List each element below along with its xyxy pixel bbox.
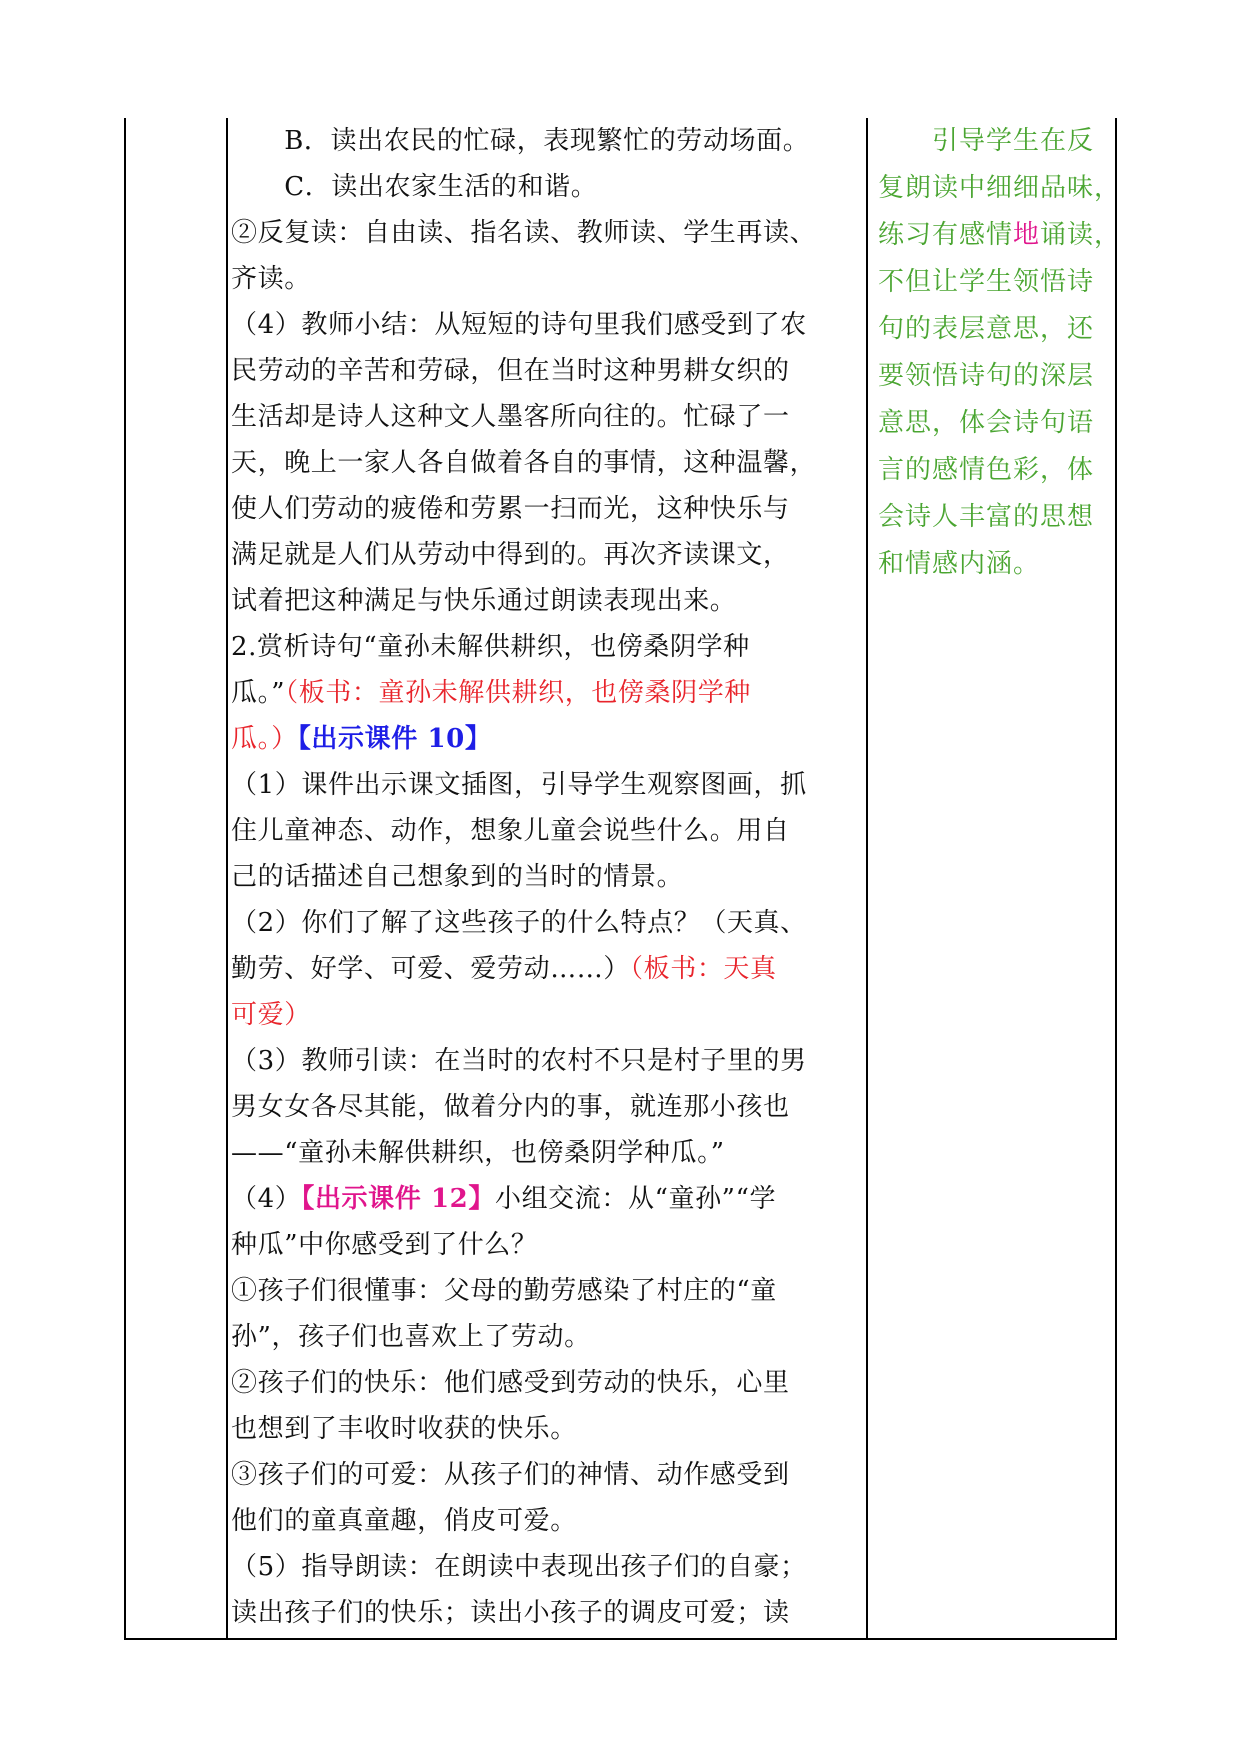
text-line: 齐读。	[231, 264, 311, 294]
text-line: 2.赏析诗句“童孙未解供耕织，也傍桑阴学种	[231, 632, 750, 662]
text-line: 己的话描述自己想象到的当时的情景。	[231, 862, 684, 892]
note-line: 练习有感情地诵读，	[878, 220, 1122, 250]
design-intent-column	[878, 118, 1122, 588]
table-border-right	[1115, 118, 1117, 1640]
text-line	[231, 716, 861, 762]
text-line: 勤劳、好学、可爱、爱劳动……）（板书：天真	[231, 954, 777, 984]
lesson-table	[124, 118, 1122, 1640]
text-line: C．读出农家生活的和谐。	[231, 172, 598, 202]
text-line: 天，晚上一家人各自做着各自的事情，这种温馨，	[231, 448, 817, 478]
text-line: ③孩子们的可爱：从孩子们的神情、动作感受到	[231, 1460, 790, 1490]
text-line: 男女女各尽其能，做着分内的事，就连那小孩也	[231, 1092, 790, 1122]
text-line: 瓜。”（板书：童孙未解供耕织，也傍桑阴学种	[231, 678, 751, 708]
text-line: （3）教师引读：在当时的农村不只是村子里的男	[231, 1046, 807, 1076]
table-divider-2	[866, 118, 868, 1640]
text-line: 读出孩子们的快乐；读出小孩子的调皮可爱；读	[231, 1598, 790, 1628]
text-line: B．读出农民的忙碌，表现繁忙的劳动场面。	[231, 126, 810, 156]
text-line	[231, 992, 861, 1038]
table-border-bottom	[124, 1638, 1117, 1640]
highlight-char: 地	[1013, 220, 1041, 250]
note-line: 不但让学生领悟诗	[878, 267, 1095, 297]
board-note: 可爱）	[231, 1000, 311, 1030]
text-line: 满足就是人们从劳动中得到的。再次齐读课文，	[231, 540, 790, 570]
note-line: 复朗读中细细品味，	[878, 173, 1122, 203]
board-note: （板书：童孙未解供耕织，也傍桑阴学种	[285, 678, 751, 708]
text-line: 孙”，孩子们也喜欢上了劳动。	[231, 1322, 591, 1352]
text-line: 民劳动的辛苦和劳碌，但在当时这种男耕女织的	[231, 356, 790, 386]
text-line: （2）你们了解了这些孩子的什么特点？（天真、	[231, 908, 807, 938]
note-line: 句的表层意思，还	[878, 314, 1095, 344]
text-line: 住儿童神态、动作，想象儿童会说些什么。用自	[231, 816, 790, 846]
teaching-process-column	[231, 118, 861, 1636]
courseware-tag: 【出示课件 10】	[297, 724, 492, 754]
text-line: 使人们劳动的疲倦和劳累一扫而光，这种快乐与	[231, 494, 790, 524]
text-line: 也想到了丰收时收获的快乐。	[231, 1414, 577, 1444]
text-line: ①孩子们很懂事：父母的勤劳感染了村庄的“童	[231, 1276, 777, 1306]
text-line: ②反复读：自由读、指名读、教师读、学生再读、	[231, 218, 817, 248]
table-border-left	[124, 118, 126, 1640]
board-note: 瓜。）	[231, 724, 298, 754]
text-line: （4）【出示课件 12】小组交流：从“童孙”“学	[231, 1184, 777, 1214]
note-line: 言的感情色彩，体	[878, 455, 1095, 485]
courseware-tag: 【出示课件 12】	[301, 1184, 495, 1214]
note-line: 意思，体会诗句语	[878, 408, 1095, 438]
table-divider-1	[226, 118, 228, 1640]
text-line: 种瓜”中你感受到了什么？	[231, 1230, 538, 1260]
text-line: 他们的童真童趣，俏皮可爱。	[231, 1506, 577, 1536]
text-line: 生活却是诗人这种文人墨客所向往的。忙碌了一	[231, 402, 790, 432]
note-line: 要领悟诗句的深层	[878, 361, 1095, 391]
text-line: 试着把这种满足与快乐通过朗读表现出来。	[231, 586, 737, 616]
text-line: （4）教师小结：从短短的诗句里我们感受到了农	[231, 310, 807, 340]
text-line: ②孩子们的快乐：他们感受到劳动的快乐，心里	[231, 1368, 790, 1398]
text-line: （1）课件出示课文插图，引导学生观察图画，抓	[231, 770, 807, 800]
note-line: 引导学生在反	[878, 126, 1095, 156]
board-note: （板书：天真	[630, 954, 777, 984]
text-line: ——“童孙未解供耕织，也傍桑阴学种瓜。”	[231, 1138, 725, 1168]
note-line: 和情感内涵。	[878, 549, 1041, 579]
note-line: 会诗人丰富的思想	[878, 502, 1095, 532]
text-line: （5）指导朗读：在朗读中表现出孩子们的自豪；	[231, 1552, 807, 1582]
